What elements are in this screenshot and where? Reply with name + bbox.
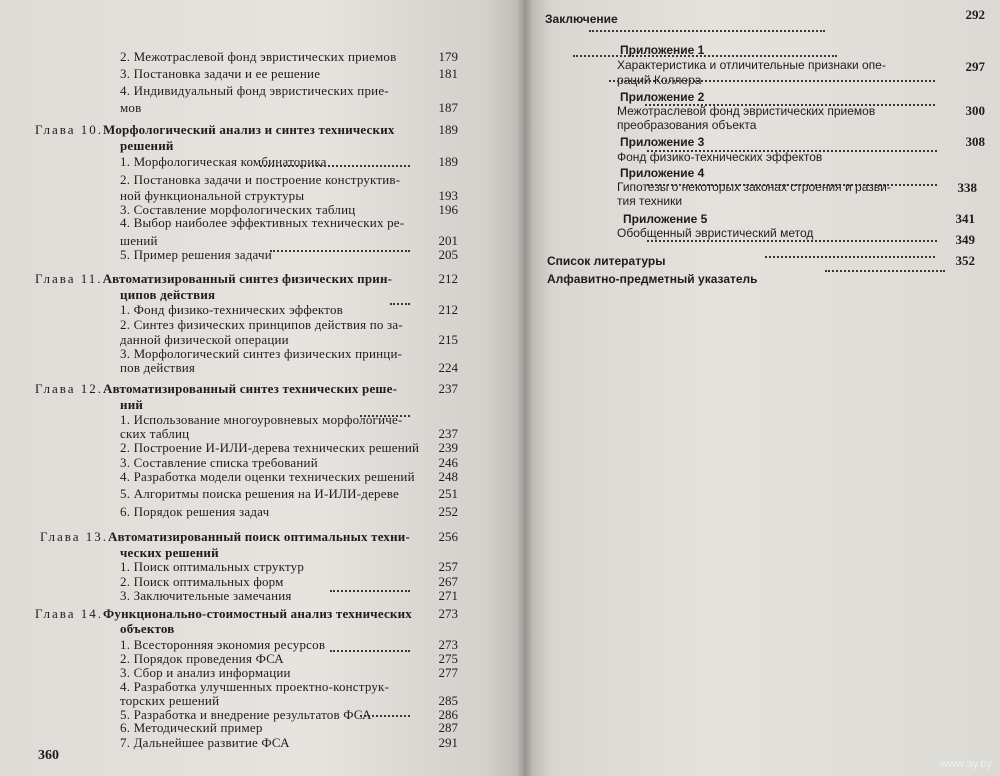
dot-leader (645, 104, 935, 106)
page-ref: 308 (965, 134, 985, 149)
page-ref: 300 (965, 103, 985, 118)
dot-leader (609, 80, 935, 82)
entry-title: 3. Составление морфологических таблиц (120, 202, 356, 217)
entry-title: 1. Использование многоуровневых морфологиче- (120, 412, 403, 427)
entry-title: 2. Порядок проведения ФСА (120, 651, 284, 666)
entry-title: Автоматизированный синтез физических прин- (102, 271, 393, 286)
watermark: www.ay.by (940, 758, 992, 770)
entry-title: пов действия (120, 360, 196, 375)
page-ref: 277 (438, 665, 458, 680)
section-heading: Приложение 4 (620, 166, 705, 180)
page-ref: 292 (965, 7, 985, 22)
page-ref: 349 (955, 232, 975, 247)
entry-title: 5. Пример решения задачи (120, 247, 272, 262)
toc-entry: тия техники (617, 194, 683, 208)
entry-title: 1. Поиск оптимальных структур (120, 559, 305, 574)
entry-title: 2. Межотраслевой фонд эвристических приемов (120, 49, 397, 64)
entry-title: 3. Составление списка требований (120, 455, 318, 470)
chapter-label: Глава 14. (35, 606, 104, 621)
page-ref: 286 (438, 707, 458, 722)
page-ref: 246 (438, 455, 458, 470)
chapter-label: Глава 10. (35, 122, 104, 137)
page-ref: 257 (438, 559, 458, 574)
entry-title: 4. Выбор наиболее эффективных технических ре- (120, 215, 405, 230)
dot-leader (589, 30, 825, 32)
dot-leader (825, 270, 945, 272)
entry-title: Автоматизированный синтез технических реше- (103, 381, 398, 396)
entry-title: 5. Алгоритмы поиска решения на И-ИЛИ-дереве (120, 486, 399, 501)
page-ref: 338 (957, 180, 977, 195)
section-heading: Заключение (545, 12, 618, 26)
page-ref: 251 (438, 486, 458, 501)
page-ref: 179 (438, 49, 458, 64)
page-ref: 275 (438, 651, 458, 666)
dot-leader (647, 184, 937, 186)
entry-title: Морфологический анализ и синтез технических (103, 122, 395, 137)
entry-title: ческих решений (120, 545, 219, 560)
page-ref: 271 (438, 588, 458, 603)
dot-leader (260, 165, 410, 167)
section-heading: Приложение 5 (623, 212, 708, 226)
entry-title: 3. Сбор и анализ информации (120, 665, 291, 680)
toc-entry: Характеристика и отличительные признаки опе- (617, 58, 886, 72)
dot-leader (360, 715, 410, 717)
dot-leader (390, 303, 410, 305)
page-ref: 212 (438, 302, 458, 317)
entry-title: 3. Постановка задачи и ее решение (120, 66, 321, 81)
entry-title: решений (120, 138, 174, 153)
toc-entry: Гипотезы о некоторых законах строения и разви- (617, 180, 891, 194)
dot-leader (360, 415, 410, 417)
entry-title: 1. Морфологическая комбинаторика (120, 154, 327, 169)
page-ref: 196 (438, 202, 458, 217)
entry-title: данной физической операции (120, 332, 289, 347)
page-ref: 248 (438, 469, 458, 484)
entry-title: торских решений (120, 693, 220, 708)
entry-title: ских таблиц (120, 426, 190, 441)
entry-title: 4. Разработка улучшенных проектно-конструк- (120, 679, 390, 694)
page-ref: 181 (438, 66, 458, 81)
entry-title: ний (120, 397, 144, 412)
entry-title: ципов действия (120, 287, 216, 302)
toc-entry: преобразования объекта (617, 118, 757, 132)
entry-title: Функционально-стоимостный анализ технических (103, 606, 413, 621)
section-heading: Приложение 3 (620, 135, 705, 149)
dot-leader (330, 650, 410, 652)
section-heading: Алфавитно-предметный указатель (547, 272, 758, 286)
entry-title: 6. Методический пример (120, 720, 263, 735)
entry-title: 6. Порядок решения задач (120, 504, 270, 519)
book-gutter (517, 0, 533, 776)
chapter-label: Глава 13. (40, 529, 109, 544)
toc-entry: раций Коллера (617, 73, 702, 87)
page-ref: 252 (438, 504, 458, 519)
page-ref: 273 (438, 606, 458, 621)
entry-title: 4. Индивидуальный фонд эвристических прие- (120, 83, 389, 98)
dot-leader (647, 240, 937, 242)
page-ref: 297 (965, 59, 985, 74)
entry-title: 2. Синтез физических принципов действия по за- (120, 317, 403, 332)
entry-title: ной функциональной структуры (120, 188, 305, 203)
page-ref: 193 (438, 188, 458, 203)
page-ref: 352 (955, 253, 975, 268)
page-number: 360 (38, 748, 59, 763)
page-ref: 189 (438, 154, 458, 169)
dot-leader (765, 256, 935, 258)
toc-entry: Фонд физико-технических эффектов (617, 150, 823, 164)
section-heading: Приложение 1 (620, 43, 705, 57)
page-ref: 224 (438, 360, 458, 375)
section-heading: Приложение 2 (620, 90, 705, 104)
page-ref: 237 (438, 381, 458, 396)
dot-leader (573, 55, 837, 57)
entry-title: 3. Заключительные замечания (120, 588, 292, 603)
section-heading: Список литературы (547, 254, 666, 268)
entry-title: 3. Морфологический синтез физических принци- (120, 346, 403, 361)
toc-entry: Межотраслевой фонд эвристических приемов (617, 104, 876, 118)
entry-title: объектов (120, 621, 175, 636)
entry-title: 1. Фонд физико-технических эффектов (120, 302, 344, 317)
entry-title: 5. Разработка и внедрение результатов ФСА (120, 707, 372, 722)
entry-title: шений (120, 233, 158, 248)
page-ref: 187 (438, 100, 458, 115)
page-ref: 189 (438, 122, 458, 137)
page-ref: 285 (438, 693, 458, 708)
page-ref: 215 (438, 332, 458, 347)
page-ref: 267 (438, 574, 458, 589)
page-ref: 287 (438, 720, 458, 735)
entry-title: мов (120, 100, 142, 115)
entry-title: Автоматизированный поиск оптимальных техни- (108, 529, 411, 544)
entry-title: 4. Разработка модели оценки технических решений (120, 469, 415, 484)
chapter-label: Глава 12. (35, 381, 104, 396)
page-ref: 256 (438, 529, 458, 544)
page-ref: 237 (438, 426, 458, 441)
chapter-label: Глава 11. (35, 271, 103, 286)
entry-title: 2. Постановка задачи и построение конструктив- (120, 172, 401, 187)
page-ref: 273 (438, 637, 458, 652)
entry-title: 7. Дальнейшее развитие ФСА (120, 735, 290, 750)
dot-leader (270, 250, 410, 252)
entry-title: 2. Построение И-ИЛИ-дерева технических решений (120, 440, 420, 455)
entry-title: 1. Всесторонняя экономия ресурсов (120, 637, 326, 652)
page-ref: 205 (438, 247, 458, 262)
page-ref: 291 (438, 735, 458, 750)
page-ref: 201 (438, 233, 458, 248)
right-page (525, 0, 1000, 776)
dot-leader (330, 590, 410, 592)
toc-entry: Обобщенный эвристический метод (617, 226, 814, 240)
page-ref: 239 (438, 440, 458, 455)
page-ref: 212 (438, 271, 458, 286)
page-ref: 341 (955, 211, 975, 226)
entry-title: 2. Поиск оптимальных форм (120, 574, 284, 589)
dot-leader (647, 150, 937, 152)
